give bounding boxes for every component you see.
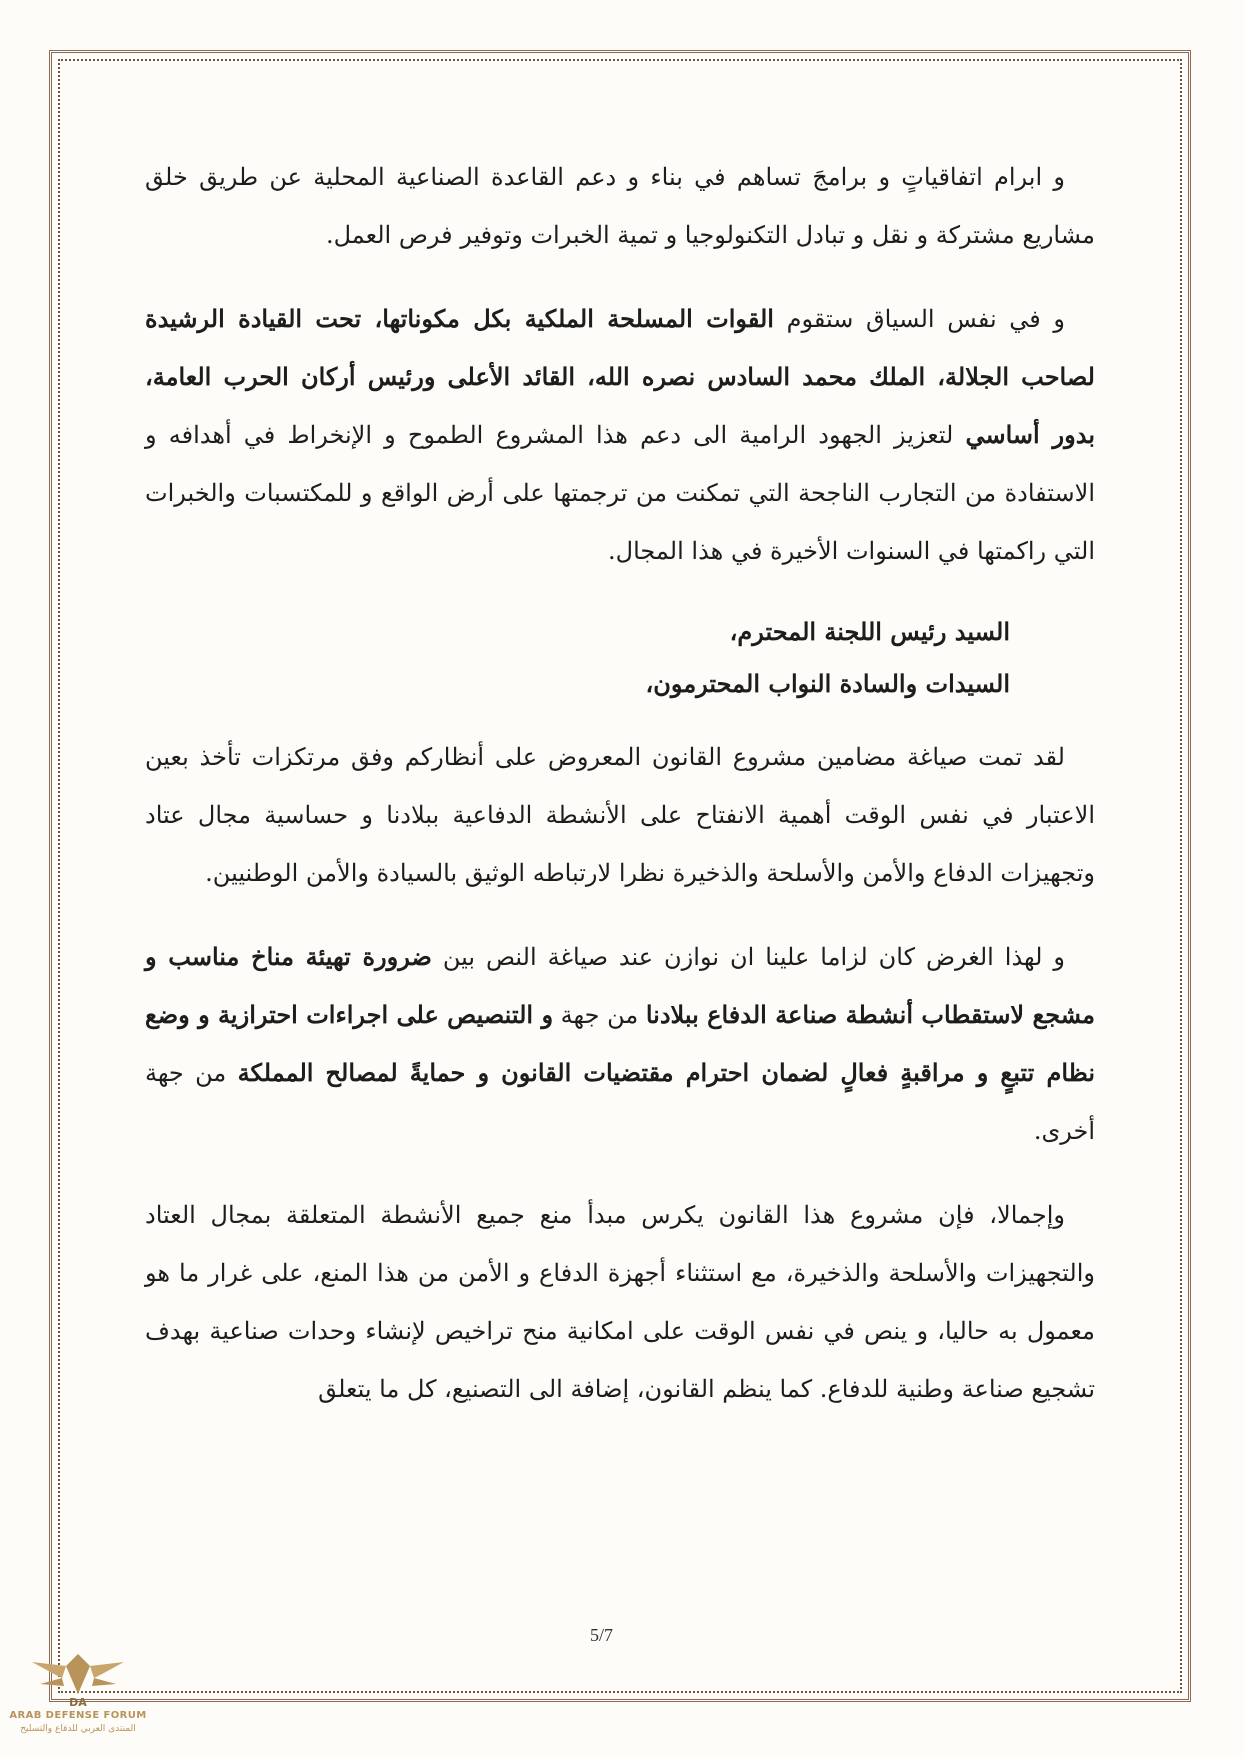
salutation-line: السيدات والسادة النواب المحترمون، xyxy=(645,669,1010,698)
paragraph-text: من جهة xyxy=(553,1001,646,1029)
paragraph xyxy=(145,1186,1095,1418)
paragraph xyxy=(145,728,1095,902)
emphasized-text: القوات المسلحة الملكية بكل مكوناتها، تحت القيادة الرشيدة لصاحب الجلالة، الملك محمد السادس نصره الله، القائد الأعلى ورئيس أركان الحرب العامة، بدور أساسي xyxy=(145,304,1096,449)
paragraph xyxy=(145,928,1095,1160)
emphasized-text: و التنصيص على اجراءات احترازية و وضع نظام تتبعٍ و مراقبةٍ فعالٍ لضمان احترام مقتضيات القانون و حمايةً لمصالح المملكة xyxy=(145,1000,1095,1087)
paragraph-text: لقد تمت صياغة مضامين مشروع القانون المعروض على أنظاركم وفق مرتكزات تأخذ بعين الاعتبار في نفس الوقت أهمية الانفتاح على الأنشطة الدفاعية ببلادنا و حساسية مجال عتاد وتجهيزات الدفاع والأمن والأسلحة والذخيرة نظرا لارتباطه الوثيق بالسيادة والأمن الوطنيين. xyxy=(145,743,1095,887)
paragraph-text: و لهذا الغرض كان لزاما علينا ان نوازن عند صياغة النص بين xyxy=(431,943,1065,971)
paragraph-text: وإجمالا، فإن مشروع هذا القانون يكرس مبدأ منع جميع الأنشطة المتعلقة بمجال العتاد والتجهيزات والأسلحة والذخيرة، مع استثناء أجهزة الدفاع و الأمن من هذا المنع، على غرار ما هو معمول به حاليا، و ينص في نفس الوقت على امكانية منح تراخيص لإنشاء وحدات صناعية بهدف تشجيع صناعة وطنية للدفاع. كما ينظم القانون، إضافة الى التصنيع، كل ما يتعلق xyxy=(145,1201,1095,1403)
salutation-line: السيد رئيس اللجنة المحترم، xyxy=(729,617,1010,646)
paragraph-text: و ابرام اتفاقياتٍ و برامجَ تساهم في بناء و دعم القاعدة الصناعية المحلية عن طريق خلق مشاريع مشتركة و نقل و تبادل التكنولوجيا و تمية الخبرات وتوفير فرص العمل. xyxy=(145,163,1095,249)
page-number: 5/7 xyxy=(590,1625,614,1645)
paragraph-text: و في نفس السياق ستقوم xyxy=(773,305,1065,333)
paragraph xyxy=(145,148,1095,264)
watermark-subtitle: المنتدى العربي للدفاع والتسليح xyxy=(20,1724,136,1734)
paragraph-text: من جهة أخرى. xyxy=(145,1059,1095,1145)
document-body xyxy=(145,148,1095,1438)
watermark-brand: ARAB DEFENSE FORUM xyxy=(9,1710,147,1721)
paragraph xyxy=(145,290,1095,580)
watermark-logo-letters: DA xyxy=(69,1696,87,1709)
emphasized-text: ضرورة تهيئة مناخ مناسب و مشجع لاستقطاب أنشطة صناعة الدفاع ببلادنا xyxy=(145,942,1096,1029)
salutation-block xyxy=(145,606,1095,710)
watermark-logo-icon xyxy=(18,1650,138,1712)
forum-watermark xyxy=(8,1650,148,1750)
paragraph-text: لتعزيز الجهود الرامية الى دعم هذا المشروع الطموح و الإنخراط في أهدافه و الاستفادة من التجارب الناجحة التي تمكنت من ترجمتها على أرض الواقع و للمكتسبات والخبرات التي راكمتها في السنوات الأخيرة في هذا المجال. xyxy=(145,421,1095,565)
